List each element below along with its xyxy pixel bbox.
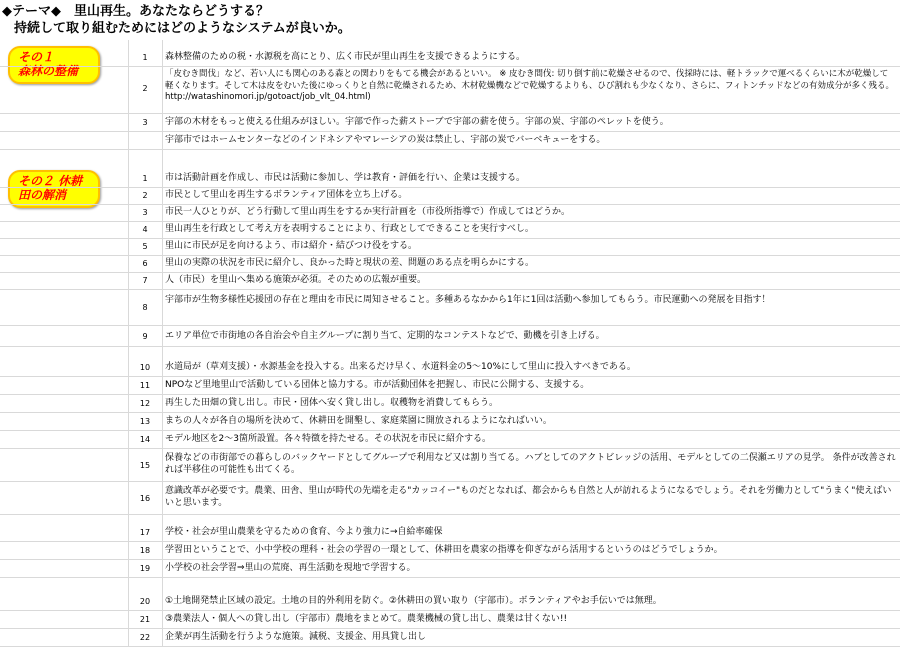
row-text: 宇部市が生物多様性応援団の存在と理由を市民に周知させること。多種あるなかから1年に1回は活動へ参加してもらう。市民運動への発展を目指す！ bbox=[165, 295, 771, 305]
row-text: 再生した田畑の貸し出し。市民・団体へ安く貸し出し。収穫物を消費してもらう。 bbox=[165, 398, 499, 408]
row-number: 19 bbox=[139, 564, 151, 573]
row-text: 学習田ということで、小中学校の理科・社会の学習の一環として、休耕田を農家の指導を仰ぎながら活用するというのはどうでしょうか。 bbox=[165, 545, 723, 555]
row-number: 10 bbox=[139, 363, 151, 372]
row-number: 22 bbox=[139, 633, 151, 642]
table-row bbox=[0, 290, 900, 326]
table-row bbox=[0, 67, 900, 114]
table-row bbox=[0, 205, 900, 222]
table-row bbox=[0, 114, 900, 132]
row-text: ①土地開発禁止区域の設定。土地の目的外利用を防ぐ。②休耕田の買い取り（宇部市）。ボランティアやお手伝いでは無理。 bbox=[165, 596, 662, 606]
row-text: 「皮むき間伐」など、若い人にも関心のある森との関わりをもてる機会があるといい。 ※ 皮むき間伐: 切り倒す前に乾燥させるので、伐採時には、軽トラックで運べるくらいに木が乾燥して軽くなります。そして木は皮をむいた後にゆっくりと自然に乾燥されるため、木材乾燥機などで乾燥するよりも、ひび割れも少なくなり、さらに、フィトンチッドなどの有効成分が多く残る。http://watashinomori.jp/gotoact/job_vlt_04.html) bbox=[165, 69, 894, 102]
row-text: 里山に市民が足を向けるよう、市は紹介・結びつけ役をする。 bbox=[165, 241, 418, 251]
table-row bbox=[0, 222, 900, 239]
row-text: エリア単位で市街地の各自治会や自主グループに割り当て、定期的なコンテストなどで、動機を引き上げる。 bbox=[165, 331, 605, 341]
row-number: 17 bbox=[139, 528, 151, 537]
row-text: 市民として里山を再生するボランティア団体を立ち上げる。 bbox=[165, 190, 408, 200]
row-number: 11 bbox=[139, 381, 151, 390]
row-number: 20 bbox=[139, 597, 151, 606]
table-row bbox=[0, 449, 900, 482]
row-text: 市民一人ひとりが、どう行動して里山再生をするか実行計画を（市役所指導で）作成してはどうか。 bbox=[165, 207, 571, 217]
table-row bbox=[0, 326, 900, 347]
table-row bbox=[0, 273, 900, 290]
table-row bbox=[0, 256, 900, 273]
row-number: 1 bbox=[142, 53, 148, 62]
table-row bbox=[0, 171, 900, 188]
row-number: 3 bbox=[142, 208, 148, 217]
row-text: 保養などの市街部での暮らしのバックヤードとしてグループで利用など又は割り当てる。ハブとしてのアクトビレッジの活用、モデルとしての二俣瀬エリアの見学。 条件が改善されれば半移住の可能性も出てくる。 bbox=[165, 453, 896, 475]
row-number: 1 bbox=[142, 174, 148, 183]
row-number: 13 bbox=[139, 417, 151, 426]
row-text: 学校・社会が里山農業を守るための食育、今より強力に→自給率確保 bbox=[165, 527, 443, 537]
table-row bbox=[0, 524, 900, 542]
table-row bbox=[0, 132, 900, 150]
table-row bbox=[0, 560, 900, 578]
theme-subtitle: 持続して取り組むためにはどのようなシステムが良いか。 bbox=[14, 21, 351, 36]
row-text: 人（市民）を里山へ集める施策が必須。そのための広報が重要。 bbox=[165, 275, 427, 285]
row-number: 12 bbox=[139, 399, 151, 408]
row-text: ③農業法人・個人への貸し出し（宇部市）農地をまとめて。農業機械の貸し出し、農業は甘くない!! bbox=[165, 614, 568, 624]
row-number: 14 bbox=[139, 435, 151, 444]
theme-title: ◆テーマ◆ 里山再生。あなたならどうする？ bbox=[2, 4, 269, 19]
row-number: 21 bbox=[139, 615, 151, 624]
row-text: 里山再生を行政として考え方を表明することにより、行政としてできることを実行すべし。 bbox=[165, 224, 534, 234]
row-number: 8 bbox=[142, 303, 148, 312]
table-row bbox=[0, 413, 900, 431]
table-row bbox=[0, 629, 900, 647]
row-number: 2 bbox=[142, 84, 148, 93]
section-1-label: その１ bbox=[18, 50, 55, 64]
row-number: 4 bbox=[142, 225, 148, 234]
table-row bbox=[0, 431, 900, 449]
row-text: NPOなど里地里山で活動している団体と協力する。市が活動団体を把握し、市民に公開する、支援する。 bbox=[165, 380, 590, 390]
row-number: 7 bbox=[142, 276, 148, 285]
row-number: 6 bbox=[142, 259, 148, 268]
row-text: 小学校の社会学習⇒里山の荒廃、再生活動を現地で学習する。 bbox=[165, 563, 416, 573]
row-number: 5 bbox=[142, 242, 148, 251]
table-row bbox=[0, 239, 900, 256]
row-text: 意識改革が必要です。農業、田舎、里山が時代の先端を走る"カッコイー"ものだとなれば、都会からも自然と人が訪れるようになるでしょう。それを労働力として"うまく"使えばいいと思います。 bbox=[165, 486, 892, 508]
table-row bbox=[0, 377, 900, 395]
section-1-title: 森林の整備 bbox=[18, 64, 79, 78]
row-text: 市は活動計画を作成し、市民は活動に参加し、学は教育・評価を行い、企業は支援する。 bbox=[165, 173, 526, 183]
table-row bbox=[0, 542, 900, 560]
row-text: モデル地区を2～3箇所設置。各々特徴を持たせる。その状況を市民に紹介する。 bbox=[165, 434, 492, 444]
table-row bbox=[0, 482, 900, 515]
table-row bbox=[0, 611, 900, 629]
row-text: 森林整備のための税・水源税を高にとり、広く市民が里山再生を支援できるようにする。 bbox=[165, 52, 526, 62]
row-text: まちの人々が各自の場所を決めて、休耕田を開墾し、家庭菜園に開放されるようになればいい。 bbox=[165, 416, 552, 426]
row-number: 16 bbox=[139, 494, 151, 503]
table-row bbox=[0, 593, 900, 611]
row-number: 18 bbox=[139, 546, 151, 555]
row-text: 水道局が（草刈支援）・水源基金を投入する。出来るだけ早く、水道料金の5～10%にして里山に投入すべきである。 bbox=[165, 362, 636, 372]
section-2-title: 田の解消 bbox=[18, 188, 67, 202]
table-row bbox=[0, 359, 900, 377]
row-text: 企業が再生活動を行うような施策。減税、支援金、用具貸し出し bbox=[165, 632, 427, 642]
row-text: 宇部の木材をもっと使える仕組みがほしい。宇部で作った薪ストーブで宇部の薪を使う。宇部の炭、宇部のペレットを使う。 bbox=[165, 117, 669, 127]
section-2-label: その２ 休耕 bbox=[18, 174, 83, 188]
row-number: 3 bbox=[142, 118, 148, 127]
row-number: 15 bbox=[139, 461, 151, 470]
row-text: 里山の実際の状況を市民に紹介し、良かった時と現状の差、問題のある点を明らかにする。 bbox=[165, 258, 535, 268]
table-row bbox=[0, 188, 900, 205]
table-row bbox=[0, 49, 900, 67]
row-number: 2 bbox=[142, 191, 148, 200]
row-text: 宇部市ではホームセンターなどのインドネシアやマレーシアの炭は禁止し、宇部の炭でバーベキューをする。 bbox=[165, 135, 606, 145]
row-number: 9 bbox=[142, 332, 148, 341]
table-row bbox=[0, 395, 900, 413]
